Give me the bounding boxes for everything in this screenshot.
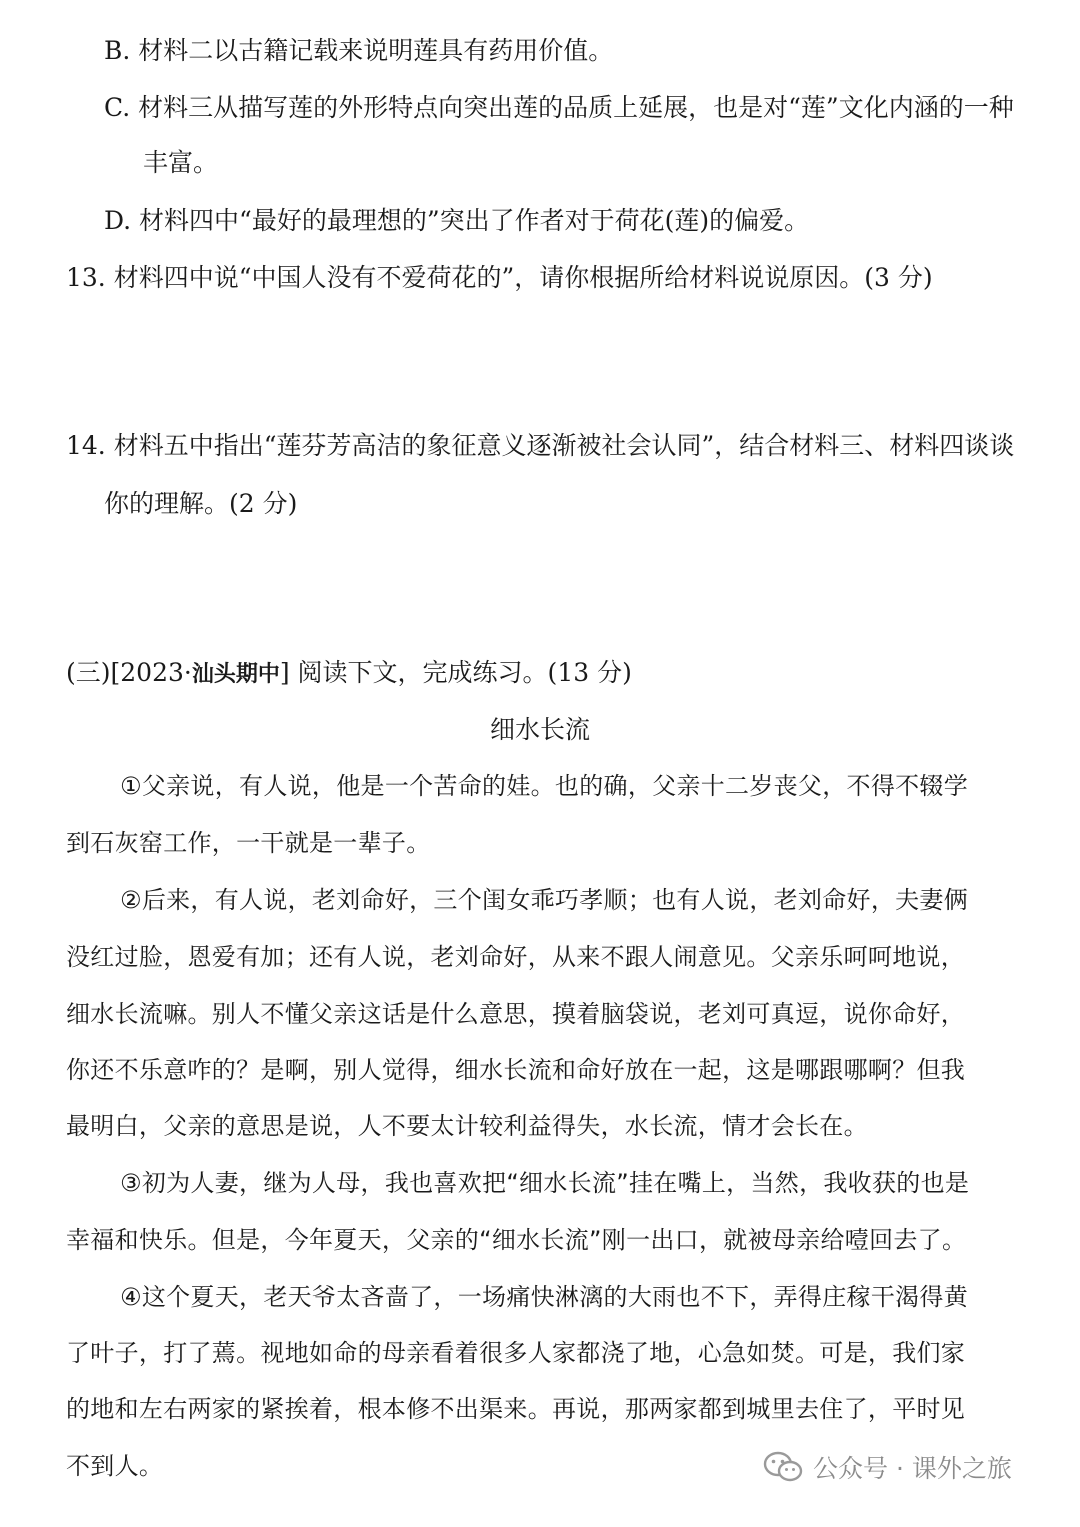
question-13: 13. 材料四中说“中国人没有不爱荷花的”，请你根据所给材料说说原因。(3 分) (66, 263, 933, 292)
paragraph-line: 幸福和快乐。但是，今年夏天，父亲的“细水长流”刚一出口，就被母亲给噎回去了。 (66, 1226, 967, 1254)
section-suffix: ] 阅读下文，完成练习。(13 分) (279, 658, 632, 687)
option-c: C. 材料三从描写莲的外形特点向突出莲的品质上延展，也是对“莲”文化内涵的一种 (104, 93, 1014, 122)
section-prefix: (三)[2023· (66, 658, 192, 687)
passage-title: 细水长流 (489, 715, 590, 744)
paragraph-line: 细水长流嘛。别人不懂父亲这话是什么意思，摸着脑袋说，老刘可真逗，说你命好， (66, 1000, 966, 1028)
question-14: 14. 材料五中指出“莲芬芳高洁的象征意义逐渐被社会认同”，结合材料三、材料四谈谈 (66, 431, 1015, 460)
section-heading (66, 656, 632, 691)
paragraph-line: 到石灰窑工作，一干就是一辈子。 (66, 829, 431, 857)
option-d: D. 材料四中“最好的最理想的”突出了作者对于荷花(莲)的偏爱。 (104, 206, 810, 235)
option-b: B. 材料二以古籍记载来说明莲具有药用价值。 (104, 36, 614, 65)
section-source-tag: 汕头期中 (191, 661, 280, 687)
paragraph-line: ①父亲说，有人说，他是一个苦命的娃。也的确，父亲十二岁丧父，不得不辍学 (120, 772, 969, 800)
paragraph-line: ③初为人妻，继为人母，我也喜欢把“细水长流”挂在嘴上，当然，我收获的也是 (120, 1169, 970, 1197)
wechat-icon (763, 1450, 803, 1484)
paragraph-line: 你还不乐意咋的？是啊，别人觉得，细水长流和命好放在一起，这是哪跟哪啊？但我 (66, 1056, 966, 1084)
paragraph-line: ④这个夏天，老天爷太吝啬了，一场痛快淋漓的大雨也不下，弄得庄稼干渴得黄 (120, 1283, 969, 1311)
paragraph-line: ②后来，有人说，老刘命好，三个闺女乖巧孝顺；也有人说，老刘命好，夫妻俩 (120, 886, 969, 914)
paragraph-line: 不到人。 (66, 1452, 164, 1480)
paragraph-line: 没红过脸，恩爱有加；还有人说，老刘命好，从来不跟人闹意见。父亲乐呵呵地说， (66, 943, 966, 971)
paragraph-line: 的地和左右两家的紧挨着，根本修不出渠来。再说，那两家都到城里去住了，平时见 (66, 1395, 966, 1423)
question-14-continued: 你的理解。(2 分) (104, 489, 298, 518)
paragraph-line: 了叶子，打了蔫。视地如命的母亲看着很多人家都浇了地，心急如焚。可是，我们家 (66, 1339, 966, 1367)
watermark-text: 公众号 · 课外之旅 (813, 1454, 1012, 1483)
option-c-continued: 丰富。 (143, 148, 219, 177)
paragraph-line: 最明白，父亲的意思是说，人不要太计较利益得失，水长流，情才会长在。 (66, 1112, 868, 1140)
watermark (763, 1445, 1012, 1489)
